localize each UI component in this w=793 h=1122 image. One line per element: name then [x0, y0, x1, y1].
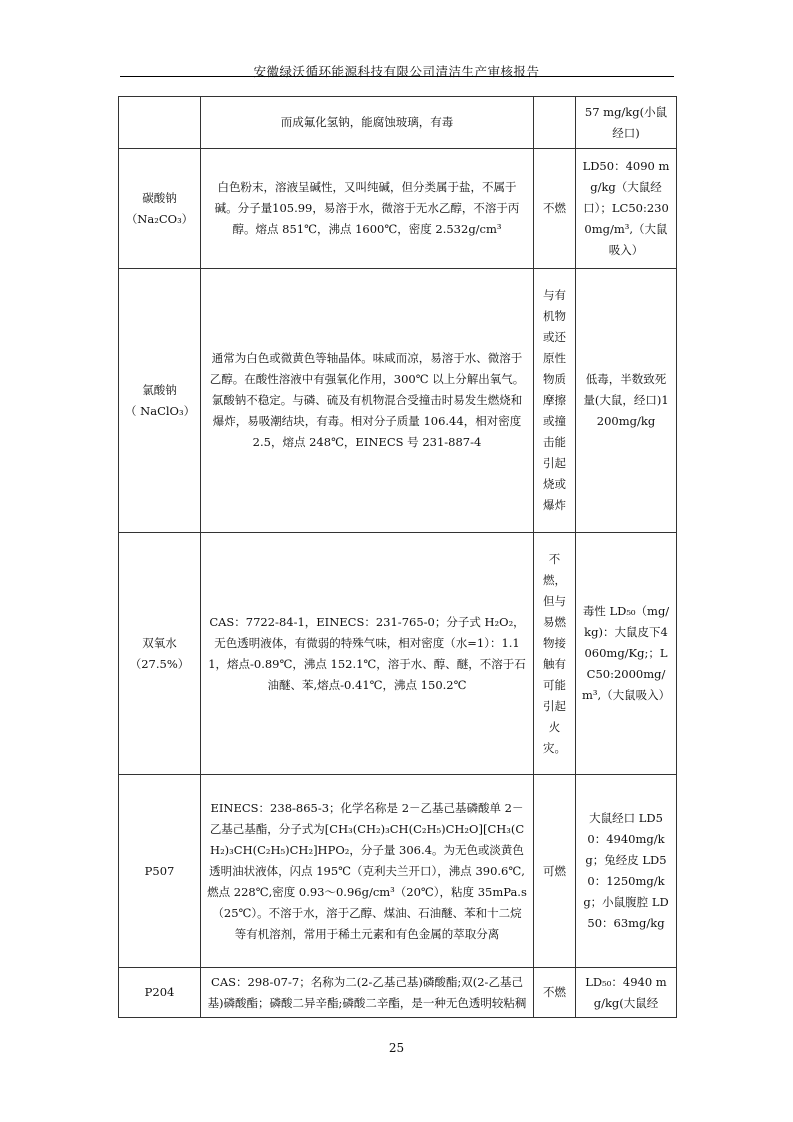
chemical-name-cell: [119, 97, 201, 149]
flammability-cell: 不燃: [534, 968, 576, 1018]
table-row: [119, 533, 677, 775]
flammability-cell: 不燃，但与易燃物接触有可能引起火灾。: [534, 533, 576, 775]
toxicity-cell: LD50：4090 mg/kg（大鼠经口）；LC50:2300mg/m³,（大鼠吸入）: [576, 149, 677, 269]
chemical-name: P507: [144, 863, 175, 878]
description-cell: EINECS：238-865-3；化学名称是 2－乙基己基磷酸单 2－乙基己基酯，分子式为[CH₃(CH₂)₃CH(C₂H₅)CH₂O][CH₃(CH₂)₃CH(C₂H₅)CH₂]HPO₂，分子量 306.4。为无色或淡黄色透明油状液体，闪点 195℃（克利夫兰开口），沸点 390.6℃,燃点 228℃,密度 0.93～0.96g/cm³（20℃），粘度 35mPa.s（25℃）。不溶于水，溶于乙醇、煤油、石油醚、苯和十二烷等有机溶剂，常用于稀土元素和有色金属的萃取分离: [201, 775, 534, 968]
chemical-name-cell: [119, 968, 201, 1018]
description-cell: 白色粉末，溶液呈碱性，又叫纯碱，但分类属于盐，不属于碱。分子量105.99，易溶于水，微溶于无水乙醇，不溶于丙醇。熔点 851℃，沸点 1600℃，密度 2.532g/cm³: [201, 149, 534, 269]
chemical-formula: （27.5%）: [129, 656, 190, 671]
description-cell: CAS：7722-84-1，EINECS：231-765-0；分子式 H₂O₂，无色透明液体，有微弱的特殊气味，相对密度（水=1）：1.11，熔点-0.89℃，沸点 152.1℃，溶于水、醇、醚，不溶于石油醚、苯,熔点-0.41℃，沸点 150.2℃: [201, 533, 534, 775]
chemical-properties-table: [118, 96, 677, 1018]
chemical-name-cell: [119, 775, 201, 968]
toxicity-cell: LD₅₀：4940 mg/kg(大鼠经: [576, 968, 677, 1018]
header-rule: [120, 76, 674, 77]
toxicity-cell: 毒性 LD₅₀（mg/kg)：大鼠皮下4060mg/Kg;；LC50:2000mg/m³,（大鼠吸入）: [576, 533, 677, 775]
description-cell: CAS：298-07-7；名称为二(2-乙基己基)磷酸酯;双(2-乙基己基)磷酸酯；磷酸二异辛酯;磷酸二辛酯，是一种无色透明较粘稠: [201, 968, 534, 1018]
page-number: 25: [388, 1041, 405, 1055]
flammability-cell: 与有机物或还原性物质摩擦或撞击能引起烧或爆炸: [534, 269, 576, 533]
toxicity-cell: 57 mg/kg(小鼠经口): [576, 97, 677, 149]
page-header-title: 安徽绿沃循环能源科技有限公司清洁生产审核报告: [253, 64, 540, 79]
flammability-cell: 可燃: [534, 775, 576, 968]
flammability-cell: [534, 97, 576, 149]
chemical-name-cell: [119, 269, 201, 533]
toxicity-cell: 大鼠经口 LD50：4940mg/kg；兔经皮 LD50：1250mg/kg；小鼠腹腔 LD50：63mg/kg: [576, 775, 677, 968]
table-row: [119, 269, 677, 533]
chemical-name: P204: [144, 985, 175, 999]
chemical-formula: （ NaClO₃）: [125, 403, 196, 418]
chemical-name-cell: [119, 149, 201, 269]
toxicity-cell: 低毒，半数致死量(大鼠，经口)1200mg/kg: [576, 269, 677, 533]
description-cell: 而成氟化氢钠，能腐蚀玻璃，有毒: [201, 97, 534, 149]
chemical-formula: （Na₂CO₃）: [125, 211, 194, 226]
description-cell: 通常为白色或微黄色等轴晶体。味咸而凉，易溶于水、微溶于乙醇。在酸性溶液中有强氧化作用，300℃ 以上分解出氧气。氯酸钠不稳定。与磷、硫及有机物混合受撞击时易发生燃烧和爆炸，易吸潮结块，有毒。相对分子质量 106.44，相对密度 2.5，熔点 248℃，EINECS 号 231-887-4: [201, 269, 534, 533]
chemical-name: 双氧水: [142, 635, 177, 650]
table-row: [119, 775, 677, 968]
table-row: [119, 149, 677, 269]
chemical-name: 碳酸钠: [142, 190, 177, 205]
chemical-name: 氯酸钠: [142, 382, 177, 397]
flammability-cell: 不燃: [534, 149, 576, 269]
table-row: [119, 97, 677, 149]
chemical-name-cell: [119, 533, 201, 775]
table-row: [119, 968, 677, 1018]
